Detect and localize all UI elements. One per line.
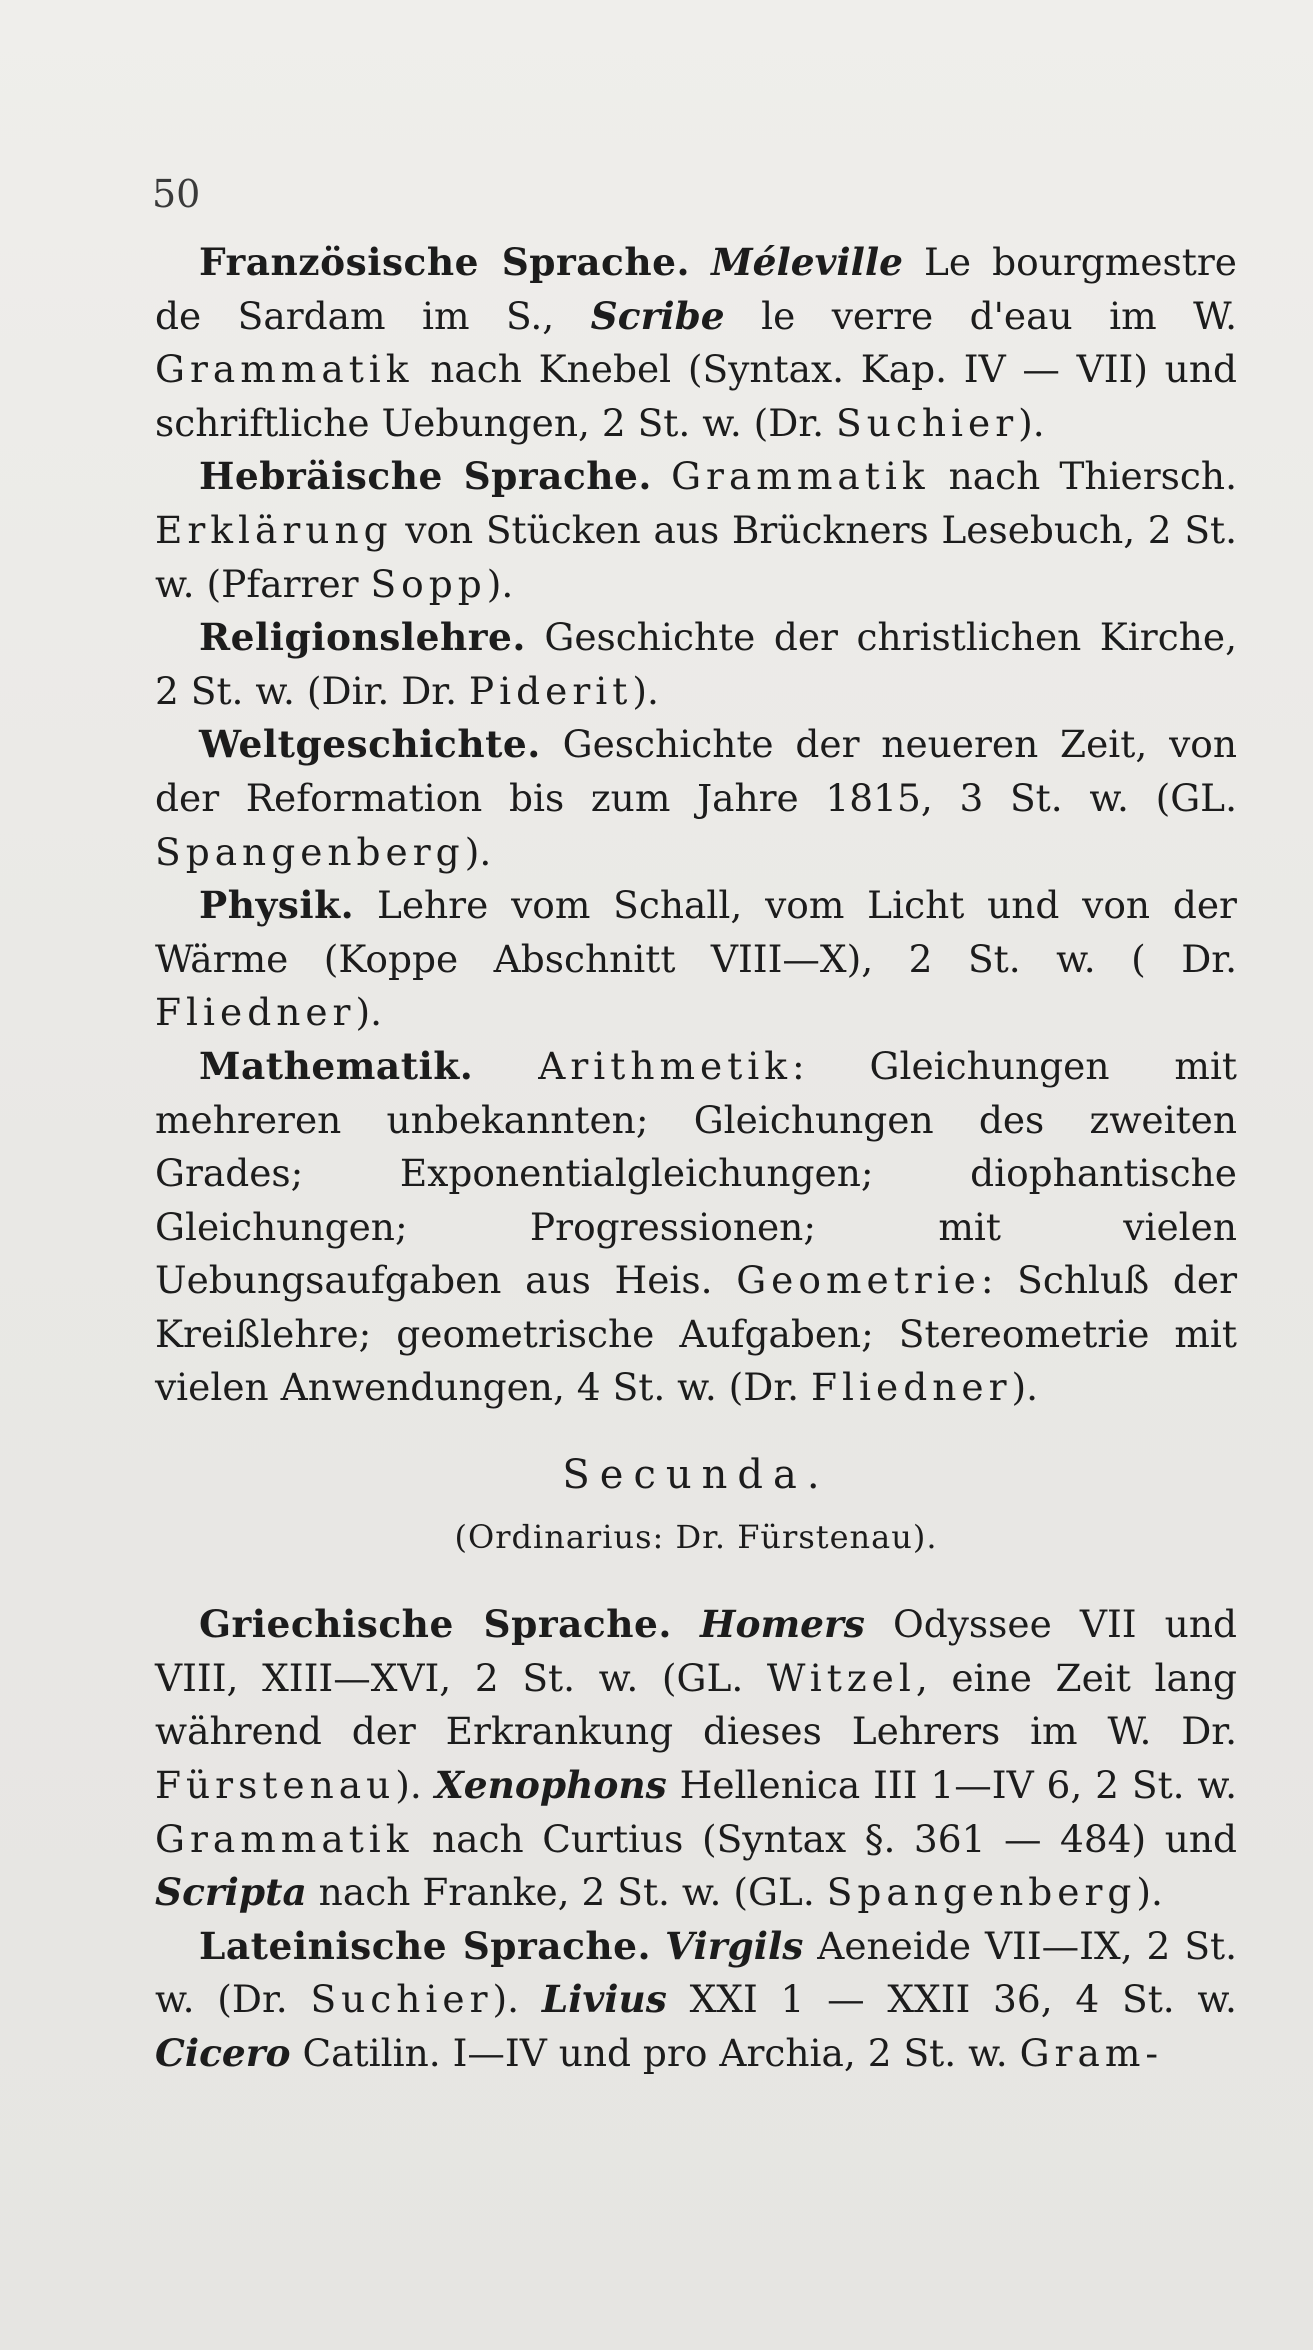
text-segment: nach Knebel (Syntax. Kap. IV — VII) und schriftliche Uebungen, 2 St. w. (Dr. (155, 347, 1237, 445)
body-text (155, 236, 1237, 2081)
paragraph (155, 879, 1237, 1040)
emphasized-text: Grammatik (155, 347, 414, 392)
emphasized-text: Sopp (370, 561, 487, 606)
section-heading: Secunda. (562, 1452, 830, 1499)
paragraph (155, 718, 1237, 879)
text-segment: , eine Zeit lang während der Erkrankung dieses Lehrers im W. Dr. (155, 1655, 1237, 1754)
text-segment: Lehre vom Schall, vom Licht und von der Wärme (Koppe Abschnitt VIII—X), 2 St. w. ( Dr. (155, 883, 1237, 981)
text-segment: Geschichte der neueren Zeit, von der Reformation bis zum Jahre 1815, 3 St. w. (GL. (155, 722, 1237, 820)
author-name: Méleville (711, 240, 903, 284)
subject-heading: Religionslehre. (199, 615, 526, 660)
subject-heading: Französische Sprache. (199, 240, 691, 284)
emphasized-text: Gram- (1019, 2031, 1164, 2075)
subject-heading: Physik. (199, 883, 355, 928)
emphasized-text: Geometrie (736, 1258, 981, 1303)
author-name: Livius (541, 1977, 667, 2022)
emphasized-text: Spangenberg (826, 1870, 1137, 1915)
emphasized-text: Erklärung (155, 507, 393, 552)
text-segment: Le bourgmestre de Sardam im S., (155, 240, 1237, 338)
emphasized-text: Piderit (468, 668, 633, 713)
text-segment (652, 454, 671, 498)
text-segment: ). (492, 1977, 542, 2022)
text-segment: : Schluß der Kreißlehre; geometrische Aufgaben; Stereometrie mit vielen Anwendungen, 4 St. w. (Dr. (155, 1258, 1237, 1410)
text-segment: nach Curtius (Syntax §. 361 — 484) und (413, 1816, 1237, 1861)
author-name: Xenophons (434, 1763, 667, 1808)
subject-heading: Hebräische Sprache. (199, 454, 652, 499)
text-segment: ). (486, 561, 514, 606)
paragraph (155, 611, 1237, 718)
text-segment: ). (1136, 1870, 1163, 1915)
paragraph (155, 450, 1237, 611)
emphasized-text: Suchier (310, 1977, 493, 2022)
text-segment: von Stücken aus Brückners Lesebuch, 2 St. w. (Pfarrer (155, 507, 1237, 606)
text-segment: ). (395, 1763, 435, 1808)
paragraph (155, 1598, 1237, 1920)
author-name: Virgils (665, 1923, 804, 1968)
emphasized-text: Grammatik (155, 1816, 414, 1861)
author-name: Homers (700, 1602, 865, 1647)
text-segment: XXI 1 — XXII 36, 4 St. w. (666, 1977, 1237, 2022)
subject-heading: Griechische Sprache. (199, 1602, 672, 1647)
paragraph (155, 1040, 1237, 1415)
text-segment (651, 1924, 665, 1968)
section-subtitle: (Ordinarius: Dr. Fürstenau). (454, 1517, 938, 1556)
text-segment: : Gleichungen mit mehreren unbekannten; Gleichungen des zweiten Grades; Exponentialgleichungen; diophantische Gleichungen; Progressionen; mit vielen Uebungsaufgaben aus Heis. (155, 1043, 1238, 1303)
emphasized-text: Fliedner (155, 990, 356, 1035)
emphasized-text: Spangenberg (155, 829, 465, 874)
emphasized-text: Grammatik (671, 454, 930, 499)
emphasized-text: Witzel (766, 1655, 916, 1700)
text-segment: Odyssee VII und VIII, XIII—XVI, 2 St. w. (GL. (155, 1602, 1237, 1700)
author-name: Scribe (590, 293, 725, 338)
text-segment (690, 240, 711, 284)
text-segment: ). (1011, 1365, 1039, 1410)
text-segment (672, 1602, 700, 1646)
text-segment: nach Thiersch. (929, 454, 1237, 499)
text-segment: Geschichte der christlichen Kirche, 2 St. w. (Dir. Dr. (155, 615, 1237, 713)
author-name: Scripta (155, 1870, 307, 1915)
text-segment: ). (355, 990, 383, 1035)
text-segment: le verre d'eau im W. (724, 293, 1237, 338)
text-segment: ). (632, 668, 659, 713)
subject-heading: Weltgeschichte. (199, 722, 541, 767)
subject-heading: Mathematik. (199, 1043, 474, 1088)
text-segment (473, 1044, 538, 1088)
emphasized-text: Fürstenau (155, 1763, 396, 1808)
lower-paragraphs (155, 1598, 1237, 2080)
subject-heading: Lateinische Sprache. (199, 1923, 652, 1968)
paragraph (155, 1920, 1237, 2081)
text-segment: Aeneide VII—IX, 2 St. w. (Dr. (155, 1923, 1237, 2022)
paragraph (155, 236, 1237, 450)
text-segment: nach Franke, 2 St. w. (GL. (306, 1870, 827, 1915)
text-segment: Hellenica III 1—IV 6, 2 St. w. (666, 1763, 1237, 1808)
emphasized-text: Arithmetik (538, 1043, 793, 1088)
emphasized-text: Fliedner (811, 1365, 1012, 1410)
text-segment: ). (464, 829, 492, 874)
page-number: 50 (152, 172, 201, 216)
emphasized-text: Suchier (836, 400, 1019, 445)
upper-paragraphs (155, 236, 1237, 1415)
text-segment: ). (1018, 400, 1045, 445)
author-name: Cicero (155, 2031, 291, 2075)
text-segment: Catilin. I—IV und pro Archia, 2 St. w. (290, 2031, 1020, 2075)
